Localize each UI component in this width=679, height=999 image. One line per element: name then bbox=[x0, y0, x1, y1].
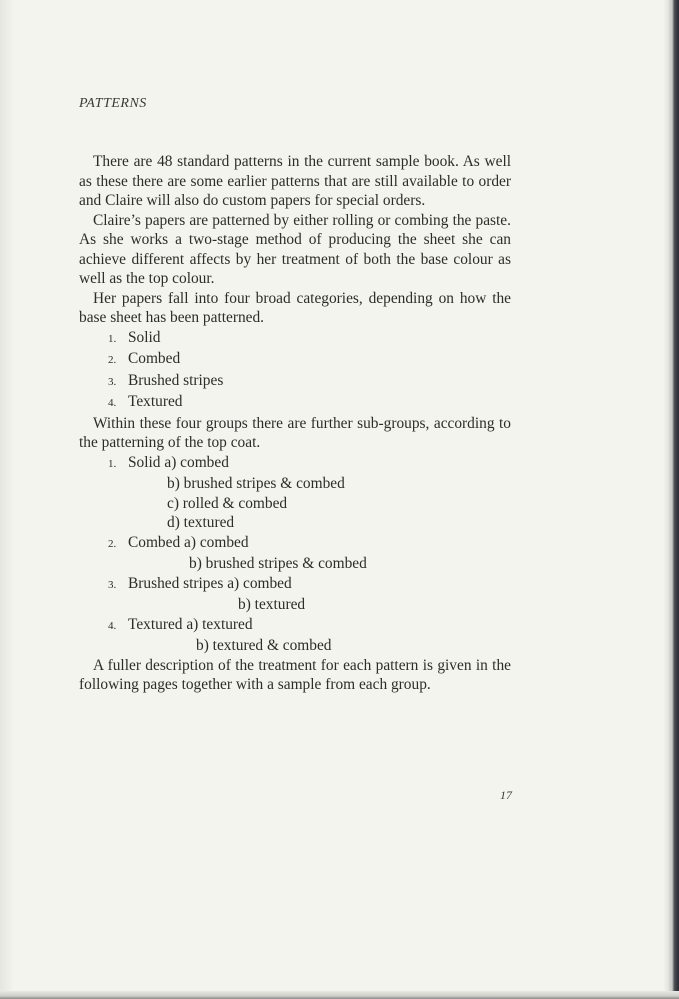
sub-item: a) combed bbox=[227, 574, 292, 592]
list-number: 4. bbox=[108, 397, 117, 409]
sub-item: b) brushed stripes & combed bbox=[167, 475, 345, 492]
list-item bbox=[79, 453, 511, 475]
list-label: Brushed stripes bbox=[128, 371, 224, 389]
list-label: Solid bbox=[128, 453, 161, 471]
list-item bbox=[79, 349, 511, 371]
sub-item: b) textured & combed bbox=[196, 637, 332, 654]
list-number: 3. bbox=[108, 375, 117, 388]
list-number: 1. bbox=[108, 457, 117, 470]
section-title: PATTERNS bbox=[79, 96, 147, 111]
list-label: Solid bbox=[128, 328, 161, 346]
page-bottom-edge bbox=[0, 991, 679, 999]
list-number: 3. bbox=[108, 578, 117, 591]
page-gutter-shadow bbox=[0, 0, 14, 999]
list-item bbox=[79, 494, 511, 514]
list-label: Textured bbox=[128, 615, 183, 633]
page-right-edge bbox=[669, 0, 679, 999]
list-item bbox=[79, 474, 511, 494]
paragraph-subgroups-intro: Within these four groups there are further sub-groups, according to the patterning of the top coat. bbox=[79, 414, 511, 451]
list-label: Combed bbox=[128, 350, 181, 367]
list-item bbox=[79, 554, 511, 574]
page-number: 17 bbox=[500, 788, 512, 802]
sub-item: a) combed bbox=[184, 533, 249, 551]
subgroup-list bbox=[79, 453, 511, 656]
paragraph-method: Claire’s papers are patterned by either rolling or combing the paste. As she works a two-stage method of producing the sheet she can achieve different affects by her treatment of both the base colour as well as the top colour. bbox=[79, 211, 511, 287]
sub-item: a) textured bbox=[186, 615, 253, 633]
list-item bbox=[79, 615, 511, 637]
list-item bbox=[79, 328, 511, 350]
sub-item: a) combed bbox=[164, 453, 229, 471]
list-item bbox=[79, 392, 511, 414]
list-label: Textured bbox=[128, 393, 183, 410]
sub-item: d) textured bbox=[167, 514, 235, 531]
list-label: Brushed stripes bbox=[128, 574, 224, 592]
paragraph-intro: There are 48 standard patterns in the current sample book. As well as these there are some earlier patterns that are still available to order and Claire will also do custom papers for special orders. bbox=[79, 153, 511, 209]
list-number: 1. bbox=[108, 332, 117, 345]
list-number: 4. bbox=[108, 619, 117, 632]
list-number: 2. bbox=[108, 537, 117, 550]
sub-item: c) rolled & combed bbox=[167, 494, 288, 512]
category-list bbox=[79, 328, 511, 414]
list-item bbox=[79, 513, 511, 533]
list-item bbox=[79, 636, 511, 656]
list-item bbox=[79, 595, 511, 615]
sub-item: b) textured bbox=[238, 596, 306, 613]
list-label: Combed bbox=[128, 533, 181, 551]
body-text bbox=[79, 152, 511, 695]
paragraph-categories-intro: Her papers fall into four broad categories, depending on how the base sheet has been patterned. bbox=[79, 289, 511, 326]
list-item bbox=[79, 533, 511, 555]
sub-item: b) brushed stripes & combed bbox=[189, 555, 367, 572]
list-item bbox=[79, 574, 511, 596]
paragraph-closing: A fuller description of the treatment for each pattern is given in the following pages together with a sample from each group. bbox=[79, 656, 511, 693]
list-number: 2. bbox=[108, 354, 117, 366]
list-item bbox=[79, 371, 511, 393]
